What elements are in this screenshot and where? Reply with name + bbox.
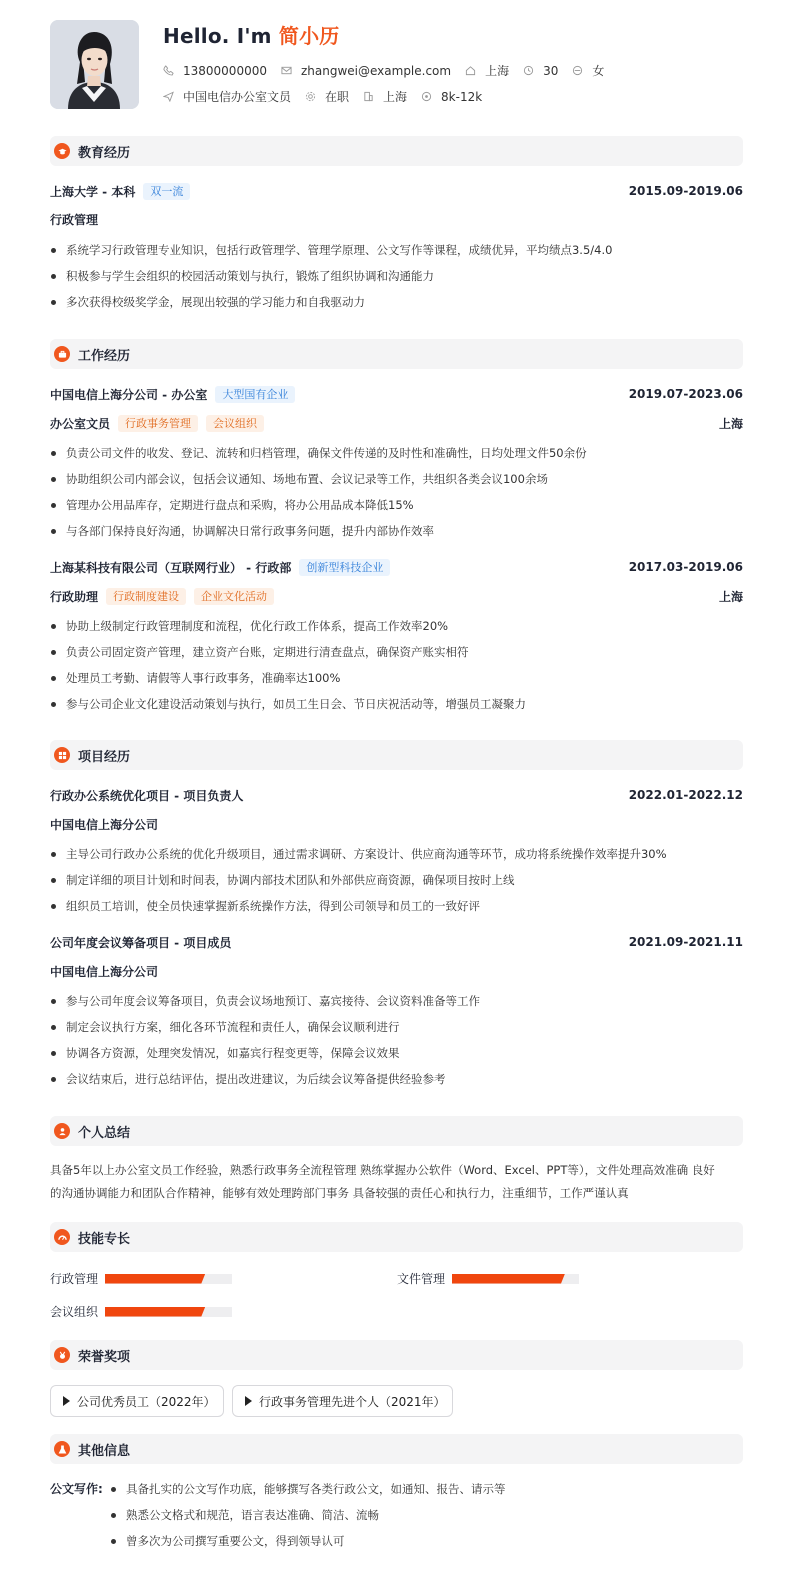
skill-name: 文件管理 — [397, 1272, 446, 1286]
skill-tag: 会议组织 — [206, 415, 264, 432]
list-item: 多次获得校级奖学金，展现出较强的学习能力和自我驱动力 — [50, 293, 743, 319]
project-org: 中国电信上海分公司 — [50, 817, 159, 832]
salary-text: 8k-12k — [441, 89, 483, 104]
target-job-text: 中国电信办公室文员 — [183, 90, 292, 104]
send-icon — [163, 91, 174, 102]
list-item: 具备扎实的公文写作功底，能够撰写各类行政公文，如通知、报告、请示等 — [110, 1480, 506, 1506]
project-details — [50, 845, 743, 923]
list-item: 熟悉公文格式和规范，语言表达准确、简洁、流畅 — [110, 1506, 506, 1532]
company-name: 上海某科技有限公司（互联网行业） - 行政部 — [50, 560, 292, 575]
list-item: 制定详细的项目计划和时间表，协调内部技术团队和外部供应商资源，确保项目按时上线 — [50, 871, 743, 897]
building-icon — [363, 91, 374, 102]
other-title: 其他信息 — [78, 1443, 131, 1459]
user-icon — [54, 1123, 70, 1139]
work-title: 工作经历 — [78, 348, 131, 364]
list-item: 积极参与学生会组织的校园活动策划与执行，锻炼了组织协调和沟通能力 — [50, 267, 743, 293]
project-period: 2022.01-2022.12 — [628, 788, 743, 802]
list-item: 与各部门保持良好沟通，协调解决日常行政事务问题，提升内部协作效率 — [50, 522, 743, 548]
email-info — [281, 64, 451, 78]
list-item: 曾多次为公司撰写重要公文，得到领导认可 — [110, 1532, 506, 1558]
job-company-row — [50, 385, 743, 403]
list-item: 协调各方资源，处理突发情况，如嘉宾行程变更等，保障会议效果 — [50, 1044, 743, 1070]
awards-section-header — [50, 1340, 743, 1370]
city-info — [465, 62, 509, 79]
school-tag: 双一流 — [143, 183, 190, 200]
list-item: 负责公司文件的收发、登记、流转和归档管理，确保文件传递的及时性和准确性，日均处理文件50余份 — [50, 444, 743, 470]
skill-item — [50, 1303, 232, 1320]
list-item: 负责公司固定资产管理，建立资产台账，定期进行清查盘点，确保资产账实相符 — [50, 643, 743, 669]
list-item: 参与公司年度会议筹备项目，负责会议场地预订、嘉宾接待、会议资料准备等工作 — [50, 992, 743, 1018]
list-item: 会议结束后，进行总结评估，提出改进建议，为后续会议筹备提供经验参考 — [50, 1070, 743, 1096]
age-text: 30 — [543, 63, 559, 78]
list-item: 协助组织公司内部会议，包括会议通知、场地布置、会议记录等工作，共组织各类会议100余场 — [50, 470, 743, 496]
summary-title: 个人总结 — [78, 1125, 131, 1141]
home-icon — [465, 65, 476, 76]
project-name: 公司年度会议筹备项目 - 项目成员 — [50, 935, 232, 950]
summary-section-header — [50, 1116, 743, 1146]
job-position-row — [50, 587, 743, 605]
target-city-info — [363, 88, 407, 105]
skill-tag: 企业文化活动 — [194, 588, 274, 605]
project-org: 中国电信上海分公司 — [50, 964, 159, 979]
summary-text — [50, 1159, 743, 1205]
skill-tag: 行政事务管理 — [118, 415, 198, 432]
project-org-row — [50, 815, 743, 833]
education-major-row — [50, 210, 743, 228]
list-item: 管理办公用品库存，定期进行盘点和采购，将办公用品成本降低15% — [50, 496, 743, 522]
salary-info — [421, 90, 482, 104]
skill-name: 会议组织 — [50, 1305, 99, 1319]
job-company-row — [50, 558, 743, 576]
greeting-text: Hello. I'm — [163, 24, 272, 48]
education-section-header — [50, 136, 743, 166]
project-org-row — [50, 962, 743, 980]
award-text: 行政事务管理先进个人（2021年） — [259, 1394, 446, 1409]
list-item: 制定会议执行方案，细化各环节流程和责任人，确保会议顺利进行 — [50, 1018, 743, 1044]
gender-icon — [572, 65, 583, 76]
calendar-icon — [523, 65, 534, 76]
position-name: 行政助理 — [50, 589, 99, 604]
skill-item — [50, 1270, 232, 1287]
status-text: 在职 — [325, 90, 350, 104]
position-name: 办公室文员 — [50, 416, 111, 431]
award-text: 公司优秀员工（2022年） — [77, 1394, 216, 1409]
award-item — [232, 1385, 453, 1417]
job-location: 上海 — [718, 416, 743, 431]
skill-tag: 行政制度建设 — [106, 588, 186, 605]
project-title-row — [50, 933, 743, 951]
education-title: 教育经历 — [78, 145, 131, 161]
company-tag: 创新型科技企业 — [299, 559, 390, 576]
skill-bar-fill — [452, 1274, 565, 1284]
target-job-info — [163, 88, 291, 105]
education-details — [50, 241, 743, 319]
candidate-name: 简小历 — [278, 24, 340, 48]
job-period: 2017.03-2019.06 — [628, 560, 743, 574]
major-name: 行政管理 — [50, 212, 99, 227]
other-label: 公文写作: — [50, 1482, 103, 1496]
projects-title: 项目经历 — [78, 749, 131, 765]
mail-icon — [281, 65, 292, 76]
list-item: 系统学习行政管理专业知识，包括行政管理学、管理学原理、公文写作等课程，成绩优异，平均绩点3.5/4.0 — [50, 241, 743, 267]
list-item: 处理员工考勤、请假等人事行政事务，准确率达100% — [50, 669, 743, 695]
gear-icon — [305, 91, 316, 102]
award-item — [50, 1385, 224, 1417]
skills-section-header — [50, 1222, 743, 1252]
skill-bar-fill — [105, 1274, 205, 1284]
project-period: 2021.09-2021.11 — [628, 935, 743, 949]
list-item: 主导公司行政办公系统的优化升级项目，通过需求调研、方案设计、供应商沟通等环节，成功将系统操作效率提升30% — [50, 845, 743, 871]
projects-section-header — [50, 740, 743, 770]
phone-icon — [163, 65, 174, 76]
contact-info-row — [163, 62, 618, 79]
grid-icon — [54, 747, 70, 763]
briefcase-icon — [54, 346, 70, 362]
education-period: 2015.09-2019.06 — [628, 184, 743, 198]
skill-item — [397, 1270, 579, 1287]
summary-line: 具备5年以上办公室文员工作经验，熟悉行政事务全流程管理 熟练掌握办公软件（Word、Excel、PPT等），文件处理高效准确 良好 — [50, 1163, 715, 1177]
gender-text: 女 — [592, 64, 605, 78]
school-name: 上海大学 - 本科 — [50, 184, 136, 199]
target-city-text: 上海 — [383, 90, 408, 104]
coin-icon — [421, 91, 432, 102]
skill-bar-fill — [105, 1307, 205, 1317]
play-triangle-icon — [63, 1396, 70, 1406]
company-name: 中国电信上海分公司 - 办公室 — [50, 387, 208, 402]
skills-title: 技能专长 — [78, 1231, 131, 1247]
avatar — [50, 20, 139, 109]
greeting-title — [163, 20, 340, 49]
phone-info — [163, 64, 267, 78]
project-name: 行政办公系统优化项目 - 项目负责人 — [50, 788, 244, 803]
skill-bar — [452, 1274, 579, 1284]
list-item: 参与公司企业文化建设活动策划与执行，如员工生日会、节日庆祝活动等，增强员工凝聚力 — [50, 695, 743, 721]
education-school-row — [50, 182, 743, 200]
job-details — [50, 617, 743, 721]
job-position-row — [50, 414, 743, 432]
medal-icon — [54, 1347, 70, 1363]
play-triangle-icon — [245, 1396, 252, 1406]
awards-title: 荣誉奖项 — [78, 1349, 131, 1365]
project-title-row — [50, 786, 743, 804]
job-period: 2019.07-2023.06 — [628, 387, 743, 401]
summary-line: 的沟通协调能力和团队合作精神，能够有效处理跨部门事务 具备较强的责任心和执行力，注重细节，工作严谨认真 — [50, 1186, 629, 1200]
graduation-cap-icon — [54, 143, 70, 159]
work-section-header — [50, 339, 743, 369]
age-info — [523, 64, 558, 78]
flask-icon — [54, 1441, 70, 1457]
company-tag: 大型国有企业 — [215, 386, 295, 403]
skill-bar — [105, 1307, 232, 1317]
project-details — [50, 992, 743, 1096]
status-info — [305, 88, 349, 105]
city-text: 上海 — [485, 64, 510, 78]
skill-name: 行政管理 — [50, 1272, 99, 1286]
job-intent-row — [163, 88, 496, 105]
list-item: 协助上级制定行政管理制度和流程，优化行政工作体系，提高工作效率20% — [50, 617, 743, 643]
phone-text: 13800000000 — [183, 63, 267, 78]
other-section-header — [50, 1434, 743, 1464]
job-location: 上海 — [718, 589, 743, 604]
other-details — [110, 1480, 506, 1558]
email-text: zhangwei@example.com — [300, 63, 452, 78]
gauge-icon — [54, 1229, 70, 1245]
list-item: 组织员工培训，使全员快速掌握新系统操作方法，得到公司领导和员工的一致好评 — [50, 897, 743, 923]
job-details — [50, 444, 743, 548]
skill-bar — [105, 1274, 232, 1284]
gender-info — [572, 62, 604, 79]
